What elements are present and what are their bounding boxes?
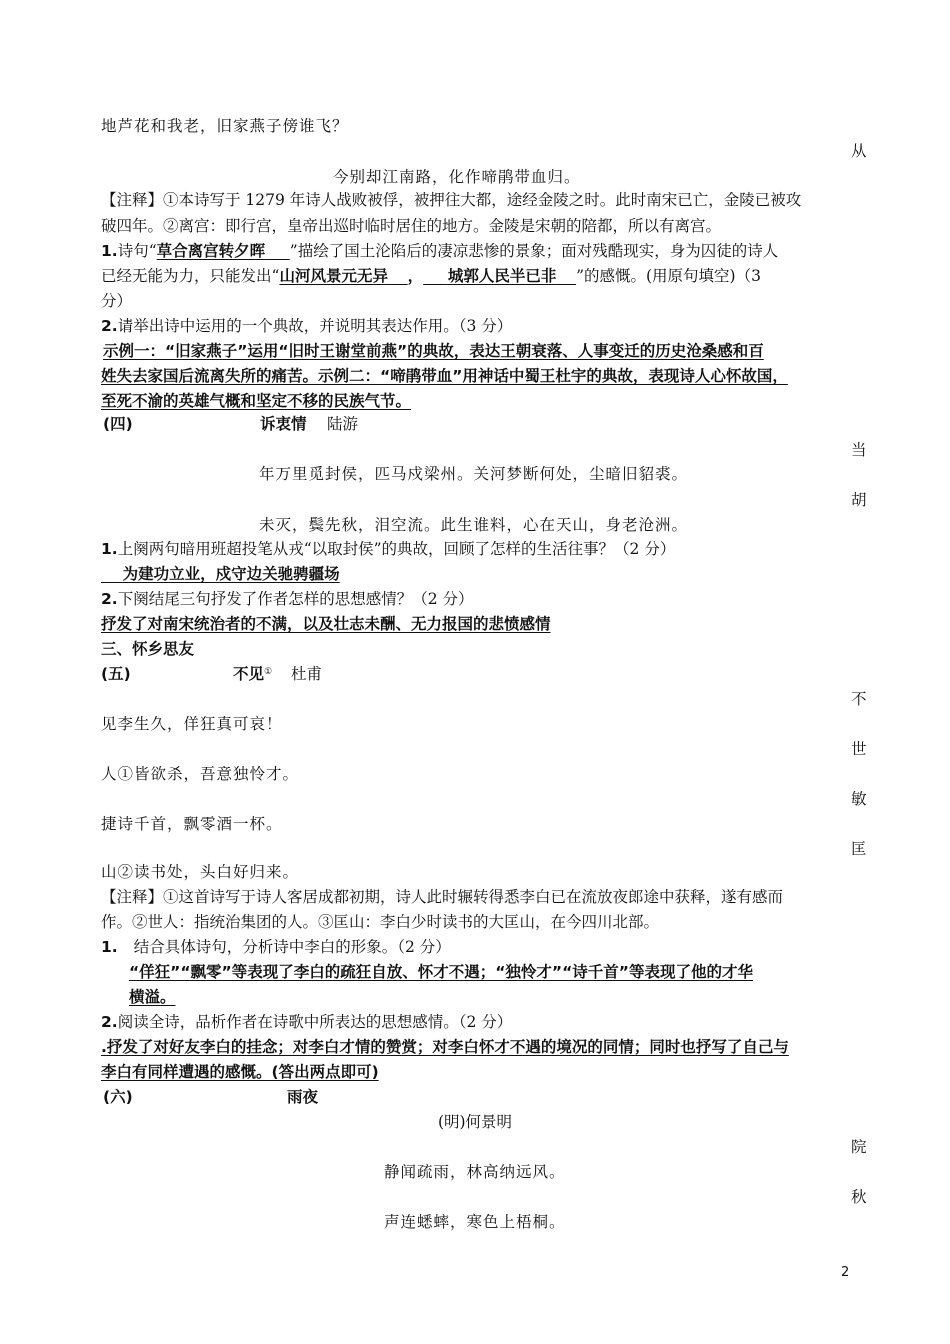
poem5-line-c: 捷诗千首，飘零酒一杯。 xyxy=(101,815,283,833)
poem3-answer-2-line-3: 至死不渝的英雄气概和坚定不移的民族气节。 xyxy=(101,392,412,410)
question-text: 诗句“ xyxy=(117,242,157,260)
poem3-line-a: 地芦花和我老，旧家燕子傍谁飞？ xyxy=(101,117,349,135)
poem6-title: 雨夜 xyxy=(287,1088,319,1106)
question-number: 1. xyxy=(101,242,118,260)
poem3-answer-2-line-1: 示例一：“旧家燕子”运用“旧时王谢堂前燕”的典故，表达王朝衰落、人事变迁的历史沧桑感和百 xyxy=(103,342,764,360)
poem5-number: (五) xyxy=(101,665,131,683)
question-text: 阅读全诗，品析作者在诗歌中所表达的思想感情。（2 分） xyxy=(117,1013,513,1031)
poem4-author: 陆游 xyxy=(327,415,359,433)
question-text: ”的感慨。(用原句填空)（3 xyxy=(576,267,761,285)
answer-text: 为建功立业，戍守边关驰骋疆场 xyxy=(122,565,340,583)
poem5-edge-d: 匡 xyxy=(851,840,867,858)
question-number: 2. xyxy=(101,590,118,608)
poem4-line-b: 未灭，鬓先秋，泪空流。此生谁料，心在天山，身老沧洲。 xyxy=(259,516,689,534)
poem3-question-1 xyxy=(101,241,778,261)
poem5-question-2 xyxy=(101,1012,512,1032)
poem3-line-b: 今别却江南路，化作啼鹃带血归。 xyxy=(333,168,581,186)
poem3-question-1-score: 分） xyxy=(101,292,133,310)
poem6-edge-b: 秋 xyxy=(851,1188,867,1206)
question-number: 2. xyxy=(101,1013,118,1031)
poem3-note-1: 【注释】①本诗写于 1279 年诗人战败被俘，被押往大都，途经金陵之时。此时南宋已亡，金陵已被攻 xyxy=(101,191,802,209)
poem3-edge-a: 从 xyxy=(851,142,867,160)
poem5-answer-2-line-1: .抒发了对好友李白的挂念；对李白才情的赞赏；对李白怀才不遇的境况的同情；同时也抒写了自己与 xyxy=(101,1038,789,1056)
poem4-title: 诉衷情 xyxy=(260,415,307,433)
poem5-note-1: 【注释】①这首诗写于诗人客居成都初期，诗人此时辗转得悉李白已在流放夜郎途中获释，遂有感而 xyxy=(101,888,784,906)
question-number: 2. xyxy=(101,317,118,335)
poem3-question-2 xyxy=(101,316,512,336)
page-number: 2 xyxy=(841,1265,850,1280)
poem5-title-footnote-mark: ① xyxy=(264,667,273,677)
poem5-author: 杜甫 xyxy=(291,665,323,683)
poem6-author: (明)何景明 xyxy=(437,1113,513,1131)
poem4-question-2 xyxy=(101,589,473,609)
poem6-edge-a: 院 xyxy=(851,1138,867,1156)
poem4-number: (四) xyxy=(103,415,133,433)
answer-blank: 城郭人民半已非 xyxy=(447,267,557,285)
poem5-answer-1-line-2: 横溢。 xyxy=(129,988,176,1006)
poem6-number: (六) xyxy=(103,1088,133,1106)
poem5-title: 不见 xyxy=(233,665,265,683)
question-text: 结合具体诗句，分析诗中李白的形象。（2 分） xyxy=(133,938,451,956)
answer-blank-pad xyxy=(265,242,290,260)
answer-blank-pad xyxy=(388,267,408,285)
section-title: 三、怀乡思友 xyxy=(101,640,195,658)
question-text: ”描绘了国土沦陷后的凄凉悲惨的景象；面对残酷现实，身为囚徒的诗人 xyxy=(289,242,779,260)
poem4-edge-b: 胡 xyxy=(851,491,867,509)
answer-blank-pad xyxy=(556,267,576,285)
answer-blank: 草合离宫转夕晖 xyxy=(156,242,266,260)
poem4-edge-a: 当 xyxy=(851,441,867,459)
poem5-edge-c: 敏 xyxy=(851,790,867,808)
poem5-line-a: 见李生久，佯狂真可哀！ xyxy=(101,715,283,733)
poem5-answer-2-line-2: 李白有同样遭遇的感慨。(答出两点即可) xyxy=(101,1063,379,1081)
poem6-line-b: 声连蟋蟀，寒色上梧桐。 xyxy=(384,1213,566,1231)
answer-blank-pad xyxy=(423,267,448,285)
poem6-line-a: 静闻疏雨，林高纳远风。 xyxy=(384,1163,566,1181)
poem4-question-1 xyxy=(101,539,675,559)
poem5-line-b: 人①皆欲杀，吾意独怜才。 xyxy=(101,765,300,783)
poem5-answer-1-line-1: “佯狂”“飘零”等表现了李白的疏狂自放、怀才不遇；“独怜才”“诗千首”等表现了他的才华 xyxy=(129,963,753,981)
answer-blank: 山河风景元无异 xyxy=(279,267,388,285)
poem3-answer-2-line-2: 姓失去家国后流离失所的痛苦。示例二：“啼鹃带血”用神话中蜀王杜宇的典故，表现诗人心怀故国， xyxy=(101,367,788,385)
poem4-answer-2: 抒发了对南宋统治者的不满，以及壮志未酬、无力报国的悲愤感情 xyxy=(101,615,551,633)
poem5-note-2: 作。②世人：指统治集团的人。③匡山：李白少时读书的大匡山，在今四川北部。 xyxy=(101,913,660,931)
question-text: 请举出诗中运用的一个典故，并说明其表达作用。（3 分） xyxy=(117,317,513,335)
poem3-question-1-cont xyxy=(101,266,761,286)
question-number: 1. xyxy=(101,938,118,956)
poem5-edge-b: 世 xyxy=(851,740,867,758)
poem5-line-d: 山②读书处，头白好归来。 xyxy=(101,863,300,881)
poem5-title-group xyxy=(233,664,272,684)
poem4-line-a: 年万里觅封侯，匹马戍梁州。关河梦断何处，尘暗旧貂裘。 xyxy=(259,465,689,483)
question-text: 下阕结尾三句抒发了作者怎样的思想感情？（2 分） xyxy=(117,590,474,608)
poem5-edge-a: 不 xyxy=(851,690,867,708)
question-text: 已经无能为力，只能发出“ xyxy=(101,267,280,285)
question-text: 上阕两句暗用班超投笔从戎“以取封侯”的典故，回顾了怎样的生活往事？（2 分） xyxy=(117,540,676,558)
poem4-answer-1 xyxy=(101,564,340,584)
answer-separator: ， xyxy=(407,267,424,285)
poem5-question-1 xyxy=(101,937,451,957)
question-number: 1. xyxy=(101,540,118,558)
poem3-note-2: 破四年。②离宫：即行宫，皇帝出巡时临时居住的地方。金陵是宋朝的陪都，所以有离宫。 xyxy=(101,217,722,235)
